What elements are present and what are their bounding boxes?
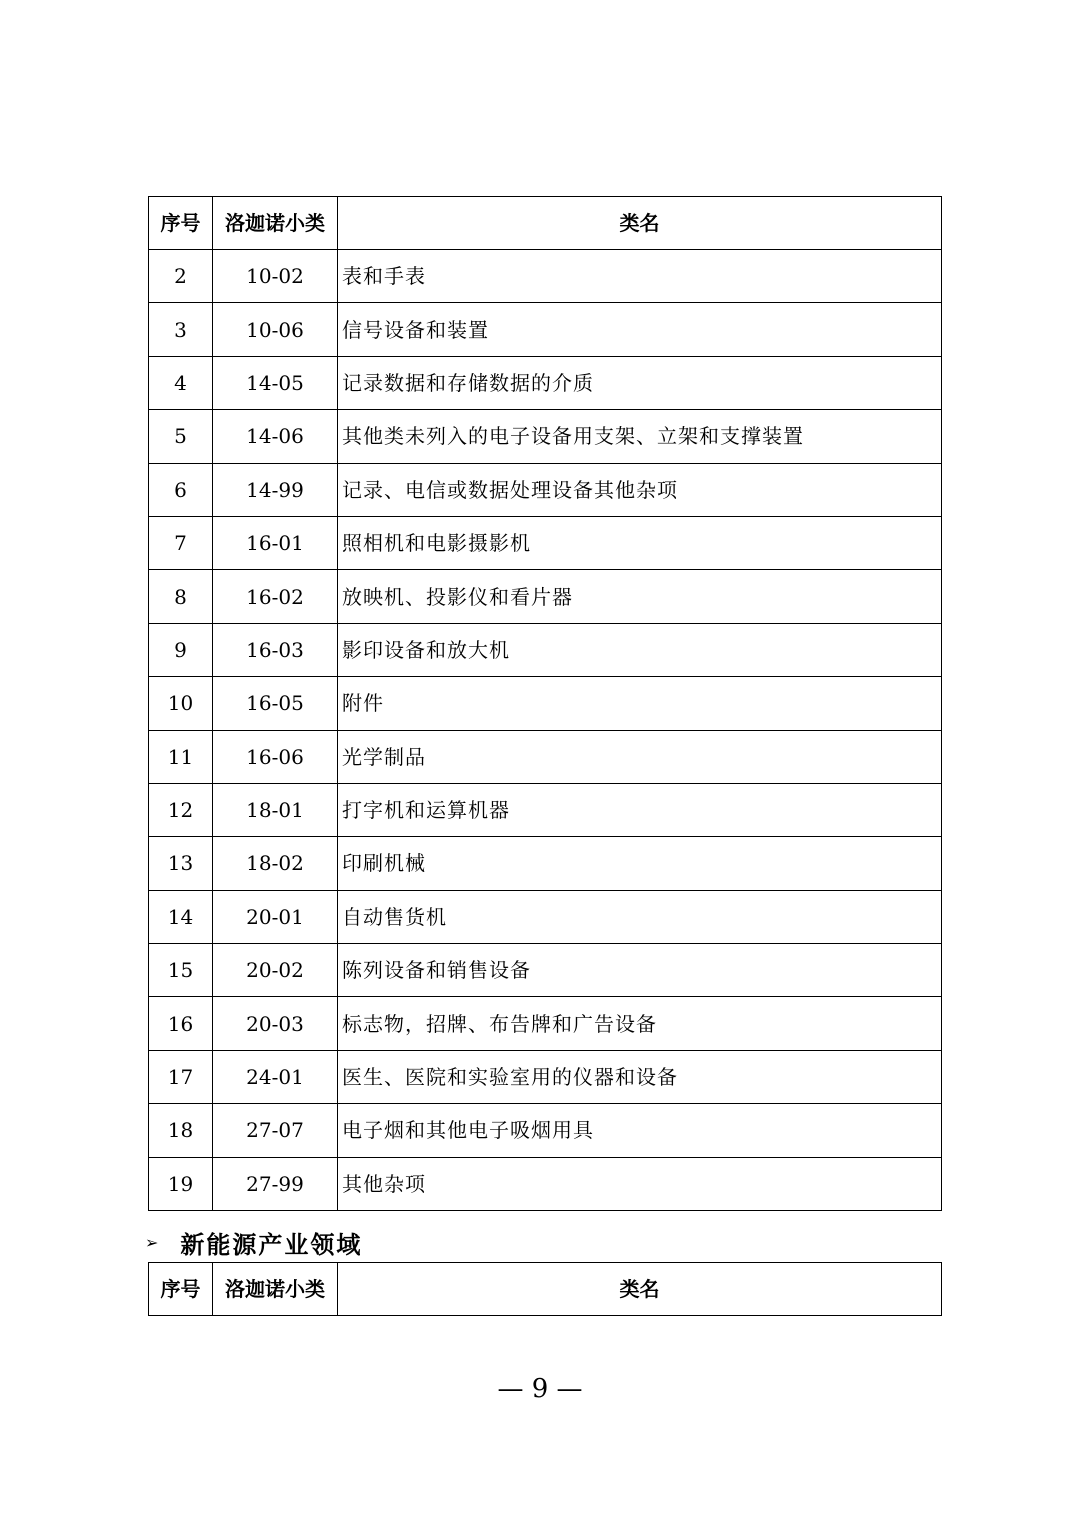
row-seq: 5 [149, 410, 213, 463]
arrow-bullet-icon: ➢ [145, 1232, 159, 1252]
row-code: 14-06 [213, 410, 338, 463]
row-seq: 4 [149, 356, 213, 409]
table-row [149, 410, 942, 463]
row-seq: 9 [149, 623, 213, 676]
row-seq: 2 [149, 250, 213, 303]
row-code: 16-03 [213, 623, 338, 676]
row-code: 16-02 [213, 570, 338, 623]
new-energy-table [148, 1262, 942, 1316]
header-seq: 序号 [149, 197, 213, 250]
row-seq: 17 [149, 1050, 213, 1103]
header-class-name: 类名 [338, 1263, 942, 1316]
row-name: 印刷机械 [338, 837, 942, 890]
header-locarno-subclass: 洛迦诺小类 [213, 1263, 338, 1316]
row-code: 20-02 [213, 944, 338, 997]
row-seq: 3 [149, 303, 213, 356]
row-name: 放映机、投影仪和看片器 [338, 570, 942, 623]
row-seq: 12 [149, 783, 213, 836]
table-row [149, 677, 942, 730]
section-title: 新能源产业领域 [180, 1230, 363, 1259]
row-code: 18-01 [213, 783, 338, 836]
row-code: 27-99 [213, 1157, 338, 1210]
row-code: 18-02 [213, 837, 338, 890]
section-heading-new-energy [145, 1226, 362, 1258]
row-seq: 14 [149, 890, 213, 943]
row-code: 20-03 [213, 997, 338, 1050]
table-row [149, 730, 942, 783]
row-seq: 11 [149, 730, 213, 783]
row-seq: 19 [149, 1157, 213, 1210]
table-row [149, 1157, 942, 1210]
header-class-name: 类名 [338, 197, 942, 250]
row-name: 标志物，招牌、布告牌和广告设备 [338, 997, 942, 1050]
row-name: 其他杂项 [338, 1157, 942, 1210]
row-name: 信号设备和装置 [338, 303, 942, 356]
table-row [149, 356, 942, 409]
row-name: 影印设备和放大机 [338, 623, 942, 676]
header-seq: 序号 [149, 1263, 213, 1316]
table-row [149, 516, 942, 569]
table-row [149, 944, 942, 997]
row-code: 16-06 [213, 730, 338, 783]
row-name: 光学制品 [338, 730, 942, 783]
table-row [149, 1050, 942, 1103]
row-seq: 15 [149, 944, 213, 997]
row-code: 14-05 [213, 356, 338, 409]
row-code: 24-01 [213, 1050, 338, 1103]
table-row [149, 837, 942, 890]
row-seq: 6 [149, 463, 213, 516]
table-row [149, 1104, 942, 1157]
row-seq: 8 [149, 570, 213, 623]
table-row [149, 463, 942, 516]
row-code: 27-07 [213, 1104, 338, 1157]
row-name: 附件 [338, 677, 942, 730]
row-seq: 18 [149, 1104, 213, 1157]
row-name: 其他类未列入的电子设备用支架、立架和支撑装置 [338, 410, 942, 463]
row-name: 记录数据和存储数据的介质 [338, 356, 942, 409]
row-name: 照相机和电影摄影机 [338, 516, 942, 569]
table-row [149, 623, 942, 676]
row-code: 10-06 [213, 303, 338, 356]
row-code: 14-99 [213, 463, 338, 516]
locarno-class-table [148, 196, 942, 1211]
row-name: 记录、电信或数据处理设备其他杂项 [338, 463, 942, 516]
table-header-row [149, 197, 942, 250]
page-number: — 9 — [497, 1374, 583, 1404]
row-name: 医生、医院和实验室用的仪器和设备 [338, 1050, 942, 1103]
table-row [149, 303, 942, 356]
table-row [149, 890, 942, 943]
table-row [149, 783, 942, 836]
row-code: 16-01 [213, 516, 338, 569]
row-seq: 16 [149, 997, 213, 1050]
row-name: 陈列设备和销售设备 [338, 944, 942, 997]
row-code: 16-05 [213, 677, 338, 730]
table-row [149, 997, 942, 1050]
row-name: 打字机和运算机器 [338, 783, 942, 836]
row-code: 20-01 [213, 890, 338, 943]
row-code: 10-02 [213, 250, 338, 303]
row-name: 表和手表 [338, 250, 942, 303]
row-seq: 10 [149, 677, 213, 730]
row-seq: 7 [149, 516, 213, 569]
row-name: 电子烟和其他电子吸烟用具 [338, 1104, 942, 1157]
row-name: 自动售货机 [338, 890, 942, 943]
header-locarno-subclass: 洛迦诺小类 [213, 197, 338, 250]
table-header-row [149, 1263, 942, 1316]
table-row [149, 570, 942, 623]
row-seq: 13 [149, 837, 213, 890]
table-row [149, 250, 942, 303]
